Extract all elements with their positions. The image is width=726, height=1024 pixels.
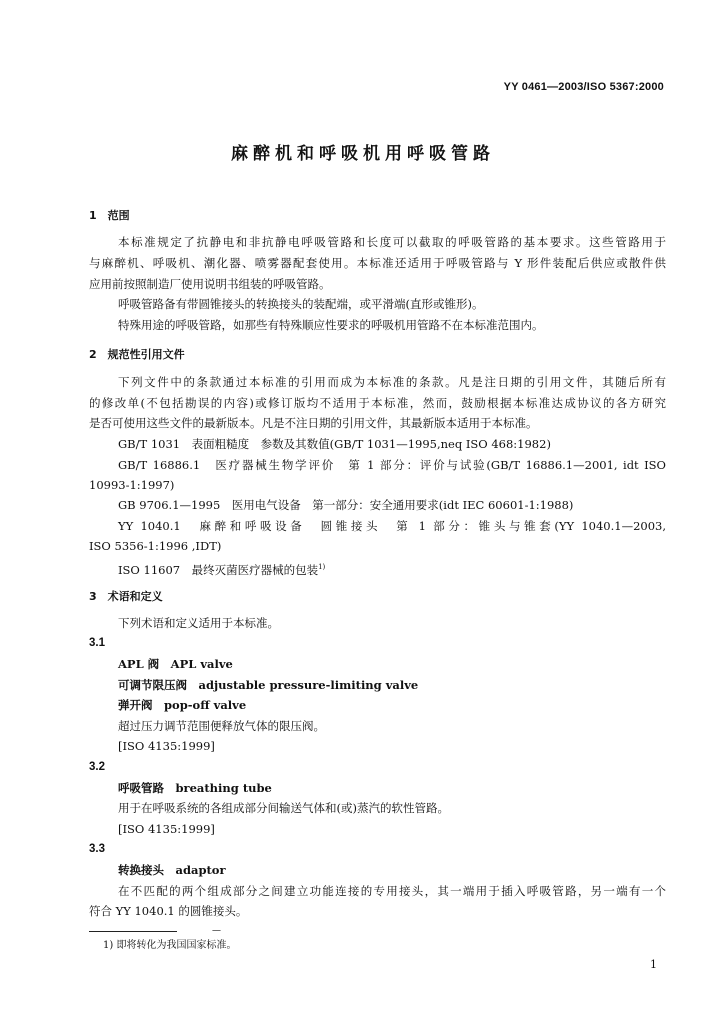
reference-item-cont: ISO 5356-1:1996 ,IDT) <box>89 539 222 553</box>
section-2-para-line: 是否可使用这些文件的最新版本。凡是不注日期的引用文件，其最新版本适用于本标准。 <box>89 416 538 430</box>
section-1-heading: 1 范围 <box>89 209 130 222</box>
section-1-para-line: 本标准规定了抗静电和非抗静电呼吸管路和长度可以截取的呼吸管路的基本要求。这些管路用于 <box>118 235 666 249</box>
term-definition: 用于在呼吸系统的各组成部分间输送气体和(或)蒸汽的软性管路。 <box>118 801 449 815</box>
reference-item: YY 1040.1 麻醉和呼吸设备 圆锥接头 第 1 部分：锥头与锥套(YY 1040.1—2003, <box>118 519 666 533</box>
section-3-heading: 3 术语和定义 <box>89 590 163 603</box>
section-1-para-line: 与麻醉机、呼吸机、潮化器、喷雾器配套使用。本标准还适用于呼吸管路与 Y 形件装配后供应或散件供 <box>89 256 666 270</box>
section-2-heading: 2 规范性引用文件 <box>89 348 185 361</box>
term-title: 转换接头 adaptor <box>118 863 226 877</box>
term-title: 可调节限压阀 adjustable pressure-limiting valve <box>118 678 419 692</box>
term-definition-cont: 符合 YY 1040.1 的圆锥接头。 <box>89 904 248 918</box>
reference-text: ISO 11607 最终灭菌医疗器械的包装 <box>118 562 319 577</box>
term-number: 3.2 <box>89 761 105 773</box>
section-1-para-line: 应用前按照制造厂使用说明书组装的呼吸管路。 <box>89 277 331 291</box>
term-source: [ISO 4135:1999] <box>118 739 215 753</box>
footnote-text: 1) 即将转化为我国国家标准。 <box>103 940 237 951</box>
term-definition: 在不匹配的两个组成部分之间建立功能连接的专用接头，其一端用于插入呼吸管路，另一端有一个 <box>118 884 666 898</box>
document-title: 麻醉机和呼吸机用呼吸管路 <box>231 144 495 164</box>
reference-item: GB/T 1031 表面粗糙度 参数及其数值(GB/T 1031—1995,neq ISO 468:1982) <box>118 437 551 451</box>
footnote-dash: — <box>212 926 221 936</box>
footnote-marker: 1) <box>318 563 326 571</box>
term-title: APL 阀 APL valve <box>118 657 233 671</box>
section-1-para: 特殊用途的呼吸管路，如那些有特殊顺应性要求的呼吸机用管路不在本标准范围内。 <box>118 318 544 332</box>
section-2-para-line: 的修改单(不包括勘误的内容)或修订版均不适用于本标准，然而，鼓励根据本标准达成协议的各方研究 <box>89 396 666 410</box>
footnote-rule <box>89 931 177 932</box>
term-definition: 超过压力调节范围便释放气体的限压阀。 <box>118 719 325 733</box>
reference-item-cont: 10993-1:1997) <box>89 478 175 492</box>
term-source: [ISO 4135:1999] <box>118 822 215 836</box>
section-1-para: 呼吸管路备有带圆锥接头的转换接头的装配端，或平滑端(直形或锥形)。 <box>118 297 484 311</box>
reference-item <box>118 559 325 578</box>
term-title: 弹开阀 pop-off valve <box>118 698 247 712</box>
page-number: 1 <box>650 958 657 971</box>
term-number: 3.1 <box>89 637 105 649</box>
reference-item: GB/T 16886.1 医疗器械生物学评价 第 1 部分：评价与试验(GB/T 16886.1—2001, idt ISO <box>118 458 666 472</box>
term-title: 呼吸管路 breathing tube <box>118 781 272 795</box>
standard-number: YY 0461—2003/ISO 5367:2000 <box>503 81 664 93</box>
section-3-intro: 下列术语和定义适用于本标准。 <box>118 616 279 630</box>
section-2-para-line: 下列文件中的条款通过本标准的引用而成为本标准的条款。凡是注日期的引用文件，其随后所有 <box>118 375 666 389</box>
reference-item: GB 9706.1—1995 医用电气设备 第一部分：安全通用要求(idt IEC 60601-1:1988) <box>118 498 574 512</box>
term-number: 3.3 <box>89 843 105 855</box>
